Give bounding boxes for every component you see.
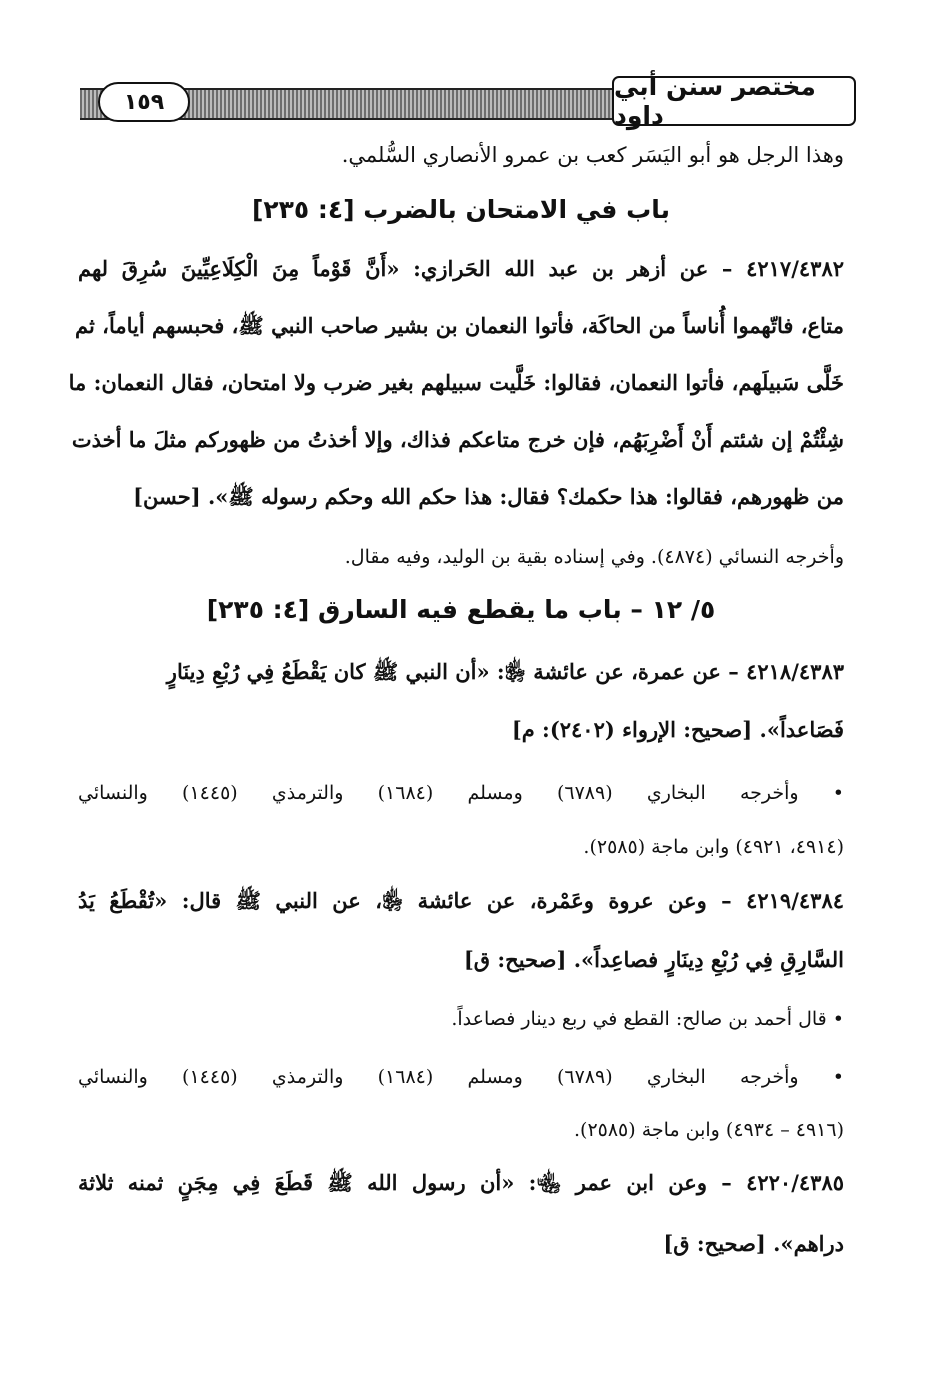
- hadith-line: ٤٢١٧/٤٣٨٢ – عن أزهر بن عبد الله الحَرازي: «أَنَّ قَوْماً مِنَ الْكِلَاعِيِّينَ سُرِقَ لهم: [78, 256, 844, 281]
- hadith-line: دراهم». [صحيح: ق]: [663, 1231, 844, 1256]
- hadith-line: من ظهورهم، فقالوا: هذا حكمك؟ فقال: هذا حكم الله وحكم رسوله ﷺ». [حسن]: [133, 484, 844, 509]
- hadith-line: متاع، فاتّهموا أُناساً من الحاكَة، فأتوا النعمان بن بشير صاحب النبي ﷺ، فحبسهم أياماً، ثم: [75, 313, 844, 338]
- bullet-note: • قال أحمد بن صالح: القطع في ربع دينار فصاعداً.: [451, 1008, 844, 1030]
- text-line: وهذا الرجل هو أبو اليَسَر كعب بن عمرو الأنصاري السُّلمي.: [341, 143, 844, 167]
- bullet-note: (٤٩١٦ – ٤٩٣٤) وابن ماجة (٢٥٨٥).: [573, 1119, 844, 1141]
- hadith-line: خَلَّى سَبيلَهم، فأتوا النعمان، فقالوا: خَلَّيت سبيلهم بغير ضرب ولا امتحان، فقال النعمان: ما: [68, 370, 844, 395]
- bullet-note: • وأخرجه البخاري (٦٧٨٩) ومسلم (١٦٨٤) والترمذي (١٤٤٥) والنسائي: [78, 782, 844, 804]
- hadith-line: فَصَاعداً». [صحيح: الإرواء (٢٤٠٢): م]: [511, 717, 844, 742]
- takhrij-note: وأخرجه النسائي (٤٨٧٤). وفي إسناده بقية بن الوليد، وفيه مقال.: [344, 546, 844, 568]
- book-title: مختصر سنن أبي داود: [612, 76, 856, 126]
- hadith-line: ٤٢٢٠/٤٣٨٥ – وعن ابن عمر ﵄: «أن رسول الله ﷺ قَطَعَ فِي مِجَنٍ ثمنه ثلاثة: [78, 1170, 844, 1195]
- chapter-heading: ٥/ ١٢ – باب ما يقطع فيه السارق [٤: ٢٣٥]: [206, 595, 716, 624]
- hadith-line: شِئْتُمْ إن شئتم أَنْ أَضْرِبَهُم، فإن خرج متاعكم فذاك، وإلا أخذتُ من ظهوركم مثلَ ما أخذت: [71, 427, 844, 452]
- hadith-line: ٤٢١٩/٤٣٨٤ – وعن عروة وعَمْرة، عن عائشة ﵂، عن النبي ﷺ قال: «تُقْطَعُ يَدُ: [78, 888, 844, 913]
- hadith-line: ٤٢١٨/٤٣٨٣ – عن عمرة، عن عائشة ﵂: «أن النبي ﷺ كان يَقْطَعُ فِي رُبْعِ دِينَارٍ: [166, 659, 844, 684]
- chapter-heading: باب في الامتحان بالضرب [٤: ٢٣٥]: [251, 195, 671, 224]
- bullet-note: (٤٩١٤، ٤٩٢١) وابن ماجة (٢٥٨٥).: [583, 836, 844, 858]
- bullet-note: • وأخرجه البخاري (٦٧٨٩) ومسلم (١٦٨٤) والترمذي (١٤٤٥) والنسائي: [78, 1066, 844, 1088]
- hadith-line: السَّارِقِ فِي رُبْعِ دِينَارٍ فصاعِداً». [صحيح: ق]: [463, 947, 844, 972]
- page-number: ١٥٩: [98, 82, 190, 122]
